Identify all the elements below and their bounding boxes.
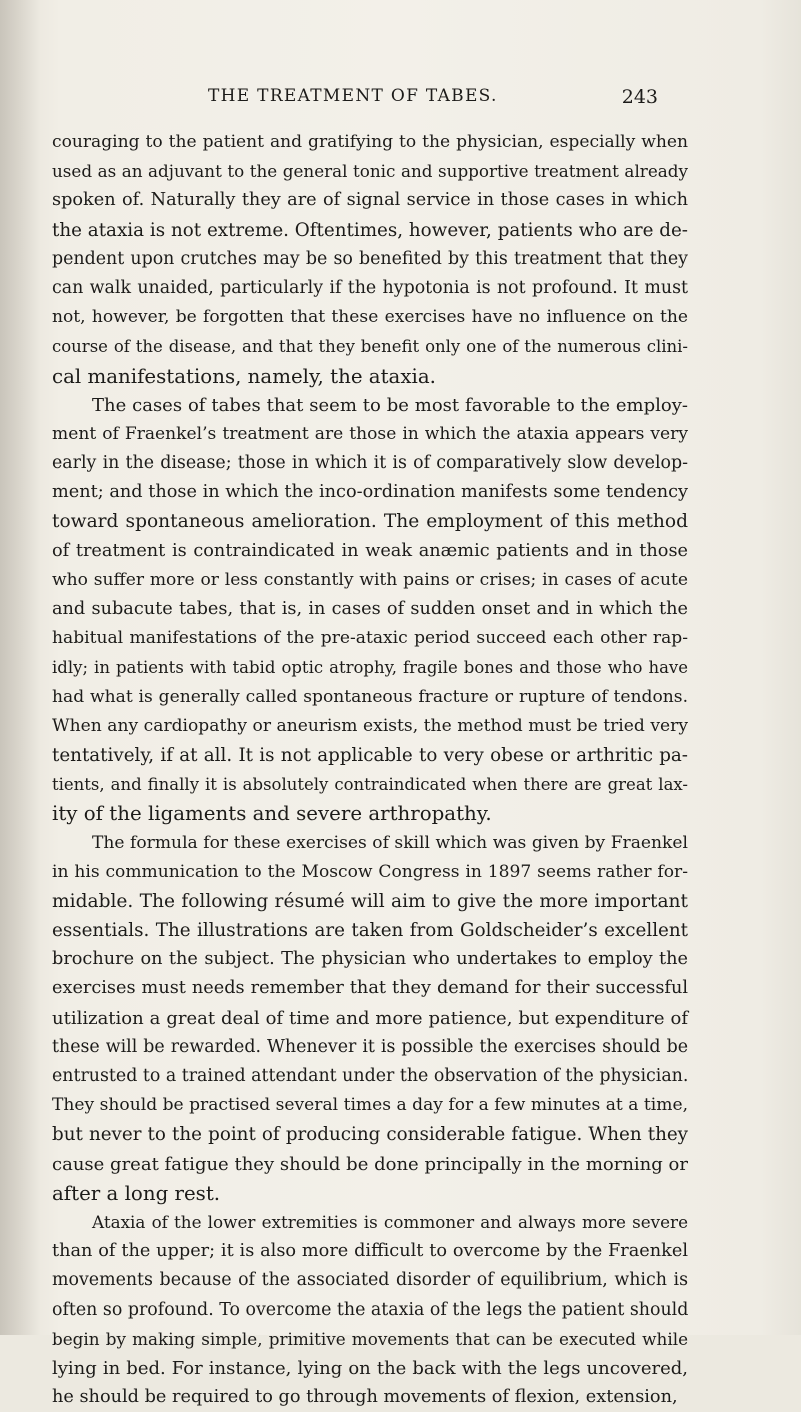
paragraph [52, 1208, 688, 1412]
text-line: of treatment is contraindicated in weak anæmic patients and in those [52, 540, 688, 561]
text-line: Ataxia of the lower extremities is commoner and always more severe [92, 1211, 688, 1232]
text-line: can walk unaided, particularly if the hypotonia is not profound. It must [52, 277, 688, 298]
text-line: had what is generally called spontaneous fracture or rupture of tendons. [52, 686, 688, 707]
text-line: the ataxia is not extreme. Oftentimes, however, patients who are de- [52, 219, 688, 241]
text-line: entrusted to a trained attendant under the observation of the physician. [52, 1066, 689, 1086]
text-line: after a long rest. [52, 1181, 221, 1205]
text-line: midable. The following résumé will aim to give the more important [52, 890, 688, 912]
text-line: The formula for these exercises of skill which was given by Fraenkel [92, 832, 688, 853]
text-line: movements because of the associated disorder of equilibrium, which is [52, 1270, 688, 1291]
paragraph [52, 391, 688, 829]
page-number: 243 [621, 86, 658, 108]
text-line: lying in bed. For instance, lying on the back with the legs uncovered, [52, 1357, 688, 1379]
text-line: cause great fatigue they should be done principally in the morning or [52, 1153, 688, 1175]
text-line: often so profound. To overcome the ataxia of the legs the patient should [52, 1299, 689, 1320]
text-line: in his communication to the Moscow Congress in 1897 seems rather for- [52, 861, 688, 882]
text-line: utilization a great deal of time and more patience, but expenditure of [52, 1007, 688, 1029]
text-line: who suffer more or less constantly with pains or crises; in cases of acute [52, 569, 688, 590]
text-line: but never to the point of producing considerable fatigue. When they [52, 1124, 688, 1146]
text-line: ity of the ligaments and severe arthropathy. [52, 802, 492, 826]
text-line: brochure on the subject. The physician who undertakes to employ the [52, 949, 688, 970]
text-line: They should be practised several times a day for a few minutes at a time, [52, 1095, 688, 1116]
page-header [208, 86, 658, 116]
text-line: used as an adjuvant to the general tonic and supportive treatment already [52, 161, 688, 182]
text-line: habitual manifestations of the pre-ataxic period succeed each other rap- [52, 628, 688, 649]
text-line: and subacute tabes, that is, in cases of sudden onset and in which the [52, 599, 688, 619]
text-line: not, however, be forgotten that these exercises have no influence on the [52, 307, 688, 328]
text-line: cal manifestations, namely, the ataxia. [52, 364, 436, 388]
text-line: exercises must needs remember that they demand for their successful [52, 978, 688, 999]
text-line: he should be required to go through movements of flexion, extension, [52, 1387, 678, 1408]
body-text [52, 128, 688, 1412]
text-line: ment of Fraenkel’s treatment are those in which the ataxia appears very [52, 423, 688, 444]
text-line: couraging to the patient and gratifying to the physician, especially when [52, 132, 688, 152]
text-line: idly; in patients with tabid optic atrophy, fragile bones and those who have [52, 658, 688, 678]
text-line: toward spontaneous amelioration. The employment of this method [52, 511, 688, 533]
text-line: these will be rewarded. Whenever it is possible the exercises should be [52, 1036, 688, 1057]
text-line: tentatively, if at all. It is not applicable to very obese or arthritic pa- [52, 744, 688, 766]
text-line: ment; and those in which the inco-ordination manifests some tendency [52, 482, 688, 503]
running-title: THE TREATMENT OF TABES. [208, 86, 498, 106]
text-line: tients, and finally it is absolutely contraindicated when there are great lax- [52, 775, 688, 795]
text-line: The cases of tabes that seem to be most favorable to the employ- [92, 394, 688, 416]
text-line: course of the disease, and that they benefit only one of the numerous clini- [52, 337, 688, 357]
paragraph [52, 128, 688, 391]
text-line: begin by making simple, primitive movements that can be executed while [52, 1328, 688, 1349]
text-line: than of the upper; it is also more difficult to overcome by the Fraenkel [52, 1241, 688, 1262]
text-line: pendent upon crutches may be so benefited by this treatment that they [52, 248, 688, 269]
text-line: spoken of. Naturally they are of signal service in those cases in which [52, 190, 688, 211]
text-line: early in the disease; those in which it is of comparatively slow develop- [52, 453, 688, 474]
paragraph [52, 829, 688, 1208]
text-line: When any cardiopathy or aneurism exists, the method must be tried very [52, 715, 688, 736]
text-line: essentials. The illustrations are taken from Goldscheider’s excellent [52, 920, 688, 942]
